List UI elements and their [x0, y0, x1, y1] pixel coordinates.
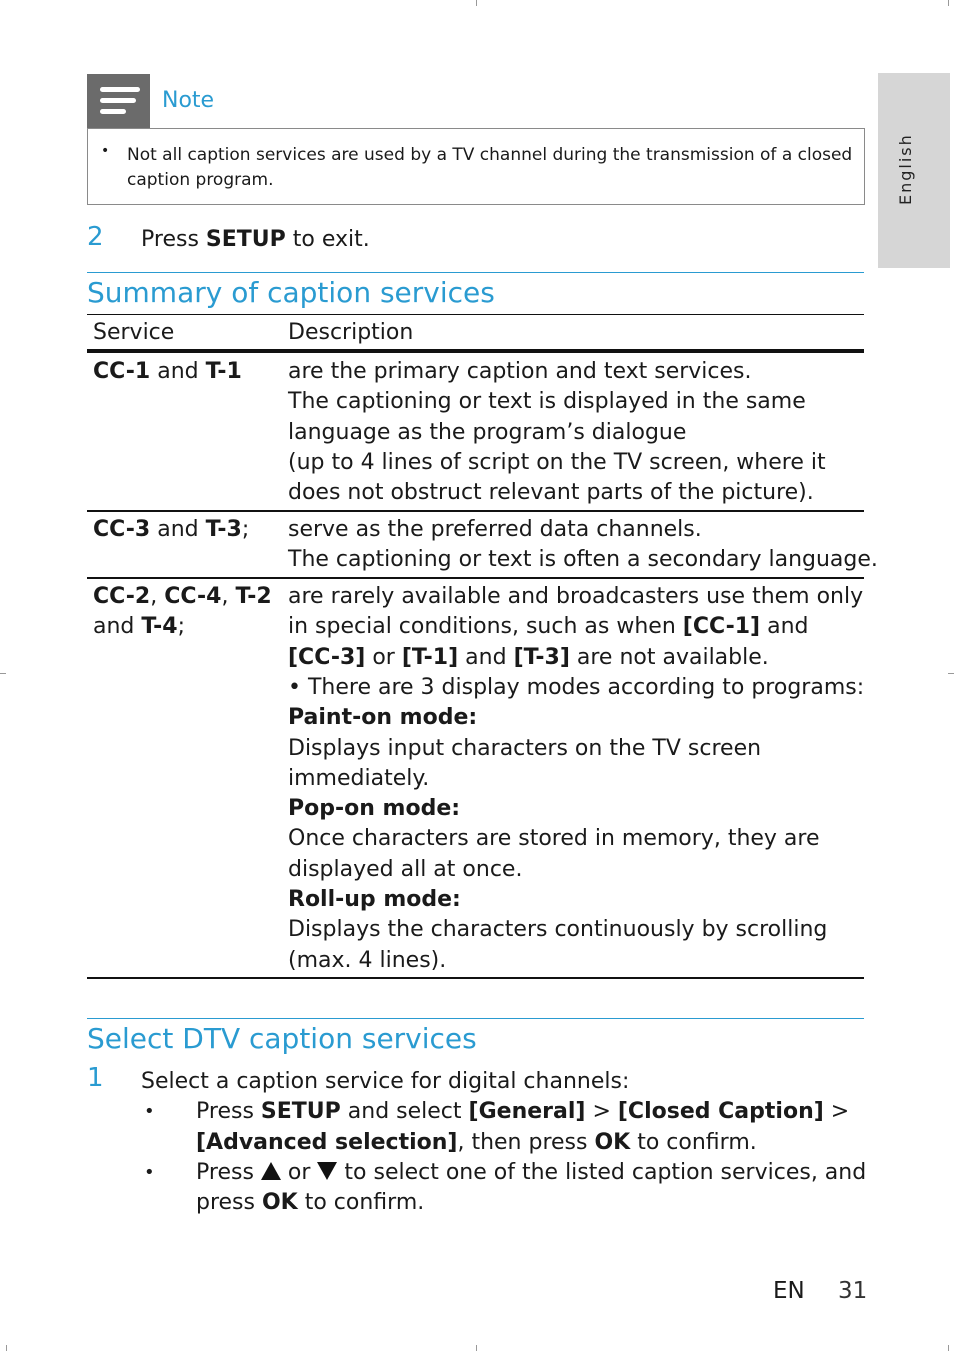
- description-line: Displays input characters on the TV screen: [288, 735, 762, 761]
- table-top-rule: [87, 314, 864, 315]
- crop-mark: [476, 1345, 477, 1351]
- description-line: serve as the preferred data channels.: [288, 517, 702, 542]
- bullet: •: [144, 1101, 155, 1122]
- bullet-2-line-2: press OK to confirm.: [196, 1190, 425, 1215]
- up-arrow-icon: [261, 1162, 281, 1180]
- summary-heading: Summary of caption services: [87, 276, 495, 309]
- note-title: Note: [162, 88, 215, 113]
- crop-mark: [948, 0, 949, 6]
- crop-mark: [948, 673, 954, 674]
- table-header-rule: [87, 349, 864, 353]
- step-1-text: Select a caption service for digital channels:: [141, 1069, 630, 1094]
- description-line: are the primary caption and text services.: [288, 359, 752, 384]
- footer-language: EN: [773, 1278, 805, 1304]
- description-line: in special conditions, such as when [CC-1] and: [288, 614, 809, 640]
- mode-title: Roll-up mode:: [288, 887, 461, 912]
- service-cell: CC-3 and T-3;: [93, 517, 250, 542]
- note-text: Not all caption services are used by a TV channel during the transmission of a closed caption program.: [127, 145, 853, 190]
- description-line: language as the program’s dialogue: [288, 419, 687, 445]
- description-line: displayed all at once.: [288, 856, 523, 882]
- section-rule: [87, 1018, 864, 1019]
- description-line: • There are 3 display modes according to programs:: [288, 674, 865, 700]
- bullet-1-line-1: Press SETUP and select [General] > [Closed Caption] >: [196, 1099, 850, 1124]
- service-cell: CC-2, CC-4, T-2: [93, 584, 272, 609]
- step-number: 1: [87, 1063, 104, 1093]
- column-header-service: Service: [93, 320, 175, 345]
- description-line: Once characters are stored in memory, they are: [288, 826, 820, 852]
- description-line: Displays the characters continuously by scrolling: [288, 917, 828, 943]
- note-icon: [87, 74, 150, 128]
- description-line: [CC-3] or [T-1] and [T-3] are not available.: [288, 644, 769, 670]
- row-divider: [87, 510, 864, 512]
- description-line: does not obstruct relevant parts of the picture).: [288, 480, 814, 506]
- crop-mark: [948, 1345, 949, 1351]
- description-line: are rarely available and broadcasters use them only: [288, 584, 864, 609]
- crop-mark: [6, 1345, 7, 1351]
- step-number: 2: [87, 222, 104, 252]
- page-number: 31: [838, 1278, 868, 1304]
- language-label: English: [896, 133, 915, 205]
- mode-title: Paint-on mode:: [288, 705, 478, 731]
- description-line: The captioning or text is displayed in the same: [288, 389, 806, 415]
- service-cell: and T-4;: [93, 614, 186, 640]
- description-line: (up to 4 lines of script on the TV screen, where it: [288, 449, 826, 475]
- note-bullet: •: [101, 143, 110, 159]
- bullet-1-line-2: [Advanced selection], then press OK to confirm.: [196, 1129, 757, 1155]
- bullet: •: [144, 1162, 155, 1183]
- table-bottom-rule: [87, 977, 864, 979]
- crop-mark: [476, 0, 477, 6]
- select-dtv-heading: Select DTV caption services: [87, 1022, 477, 1055]
- section-rule: [87, 272, 864, 273]
- mode-title: Pop-on mode:: [288, 796, 461, 822]
- setup-key: SETUP: [205, 227, 286, 252]
- down-arrow-icon: [317, 1162, 337, 1180]
- description-line: immediately.: [288, 765, 430, 791]
- step-2-text: Press SETUP to exit.: [141, 227, 370, 252]
- column-header-description: Description: [288, 320, 414, 345]
- service-cell: CC-1 and T-1: [93, 359, 242, 384]
- description-line: (max. 4 lines).: [288, 947, 447, 973]
- crop-mark: [0, 673, 6, 674]
- description-line: The captioning or text is often a secondary language.: [288, 547, 878, 573]
- bullet-2-line-1: Press or to select one of the listed caption services, and: [196, 1160, 867, 1185]
- row-divider: [87, 577, 864, 579]
